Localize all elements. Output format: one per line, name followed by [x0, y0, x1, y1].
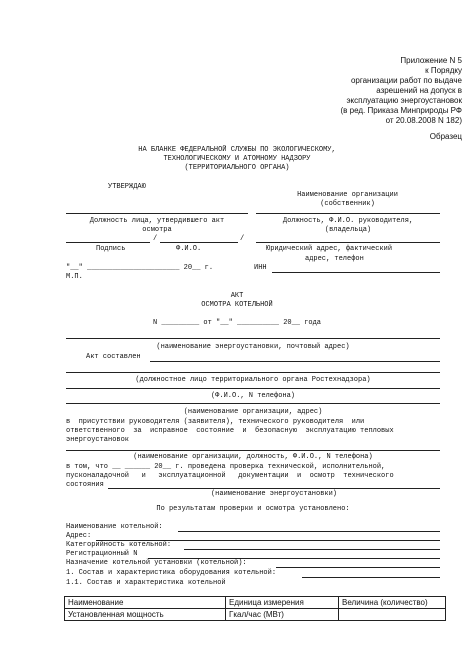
- installation-caption: (наименование энергоустановки, почтовый адрес): [156, 343, 350, 351]
- table-cell: Установленная мощность: [65, 609, 226, 621]
- org-position-caption: (наименование организации, должность, Ф.И.О., N телефона): [133, 453, 373, 461]
- field-line: [178, 531, 440, 532]
- approve-label: УТВЕРЖДАЮ: [108, 183, 146, 191]
- approve-right-line-2: [256, 242, 440, 243]
- appendix-line: Приложение N 5: [400, 56, 462, 65]
- field-line: [276, 567, 440, 568]
- appendix-line: эксплуатацию энергоустановок: [346, 96, 462, 105]
- compiled-line: [150, 361, 440, 362]
- table-header-cell: Наименование: [65, 597, 226, 609]
- table-cell: [339, 609, 446, 621]
- header-line: НА БЛАНКЕ ФЕДЕРАЛЬНОЙ СЛУЖБЫ ПО ЭКОЛОГИЧЕСКОМУ,: [138, 146, 336, 154]
- stamp-label: М.П.: [66, 273, 83, 281]
- org-line: [66, 403, 440, 404]
- table-header-cell: Величина (количество): [339, 597, 446, 609]
- fio-caption: (Ф.И.О., N телефона): [210, 392, 295, 400]
- position-sub-label: осмотра: [142, 226, 172, 234]
- field-registration: Регистрационный N: [66, 550, 138, 558]
- field-category: Категорийность котельной:: [66, 541, 172, 549]
- sample-label: Образец: [429, 132, 462, 141]
- header-line: ТЕХНОЛОГИЧЕСКОМУ И АТОМНОМУ НАДЗОРУ: [163, 155, 311, 163]
- sign-label: Подпись: [96, 245, 126, 253]
- field-address: Адрес:: [66, 532, 92, 540]
- official-caption: (должностное лицо территориального органа Ростехнадзора): [135, 376, 371, 384]
- table-header-cell: Единица измерения: [226, 597, 339, 609]
- appendix-line: (в ред. Приказа Минприроды РФ: [340, 106, 462, 115]
- address-label: Юридический адрес, фактический: [266, 245, 393, 253]
- official-line: [66, 372, 440, 373]
- head-label: Должность, Ф.И.О. руководителя,: [282, 217, 414, 225]
- equipment-table: [64, 596, 446, 621]
- field-composition: 1. Состав и характеристика оборудования котельной:: [66, 569, 277, 577]
- slash-2: /: [240, 235, 245, 243]
- fio-line: [66, 388, 440, 389]
- address-sub-label: адрес, телефон: [305, 255, 364, 263]
- approve-left-line: [66, 213, 248, 214]
- results-heading: По результатам проверки и осмотра установлено:: [156, 505, 350, 513]
- presence-line: ответственного за исправное состояние и безопасную эксплуатацию тепловых: [66, 427, 394, 435]
- presence-line: в присутствии руководителя (заявителя), технического руководителя или: [66, 418, 365, 426]
- field-line: [184, 549, 440, 550]
- org-position-line: [66, 450, 440, 451]
- appendix-line: от 20.08.2008 N 182): [385, 116, 462, 125]
- appendix-line: организации работ по выдаче: [350, 76, 462, 85]
- check-line: состояния: [66, 481, 104, 489]
- head-sub-label: (владельца): [324, 226, 372, 234]
- org-name-label: Наименование организации: [297, 191, 398, 199]
- compiled-label: Акт составлен: [86, 353, 141, 361]
- presence-line: энергоустановок: [66, 436, 130, 444]
- act-subtitle: ОСМОТРА КОТЕЛЬНОЙ: [201, 301, 273, 309]
- field-line: [302, 577, 440, 578]
- approve-right-line: [256, 213, 440, 214]
- position-label: Должность лица, утвердившего акт: [89, 217, 225, 225]
- inn-label: ИНН: [254, 264, 267, 272]
- org-owner-label: (собственник): [320, 200, 375, 208]
- sign-line-1: [66, 242, 150, 243]
- table-cell: Гкал/час (МВт): [226, 609, 339, 621]
- table-row: [65, 609, 446, 621]
- appendix-line: к Порядку: [425, 66, 462, 75]
- field-boiler-name: Наименование котельной:: [66, 523, 163, 531]
- field-composition-sub: 1.1. Состав и характеристика котельной: [66, 579, 226, 587]
- fio-label: Ф.И.О.: [176, 245, 202, 253]
- field-purpose: Назначение котельной установки (котельной):: [66, 559, 247, 567]
- check-line: пусконаладочной и эксплуатационной документации и осмотр технического: [66, 472, 394, 480]
- act-number-row: N _________ от "__" __________ 20__ года: [152, 319, 322, 327]
- check-line: в том, что __ ______ 20__ г. проведена проверка технической, исполнительной,: [66, 463, 386, 471]
- table-header-row: [65, 597, 446, 609]
- slash-1: /: [153, 235, 158, 243]
- act-title: АКТ: [230, 292, 244, 300]
- org-caption: (наименование организации, адрес): [183, 408, 323, 416]
- inn-line: [272, 272, 440, 273]
- energy-line: [108, 488, 440, 489]
- appendix-line: азрешений на допуск в: [376, 86, 462, 95]
- header-line: (ТЕРРИТОРИАЛЬНОГО ОРГАНА): [184, 164, 290, 172]
- energy-caption: (наименование энергоустановки): [210, 490, 338, 498]
- installation-line: [66, 338, 440, 339]
- approve-date-row: "__" ______________________ 20__ г.: [66, 264, 214, 272]
- sign-line-2: [160, 242, 238, 243]
